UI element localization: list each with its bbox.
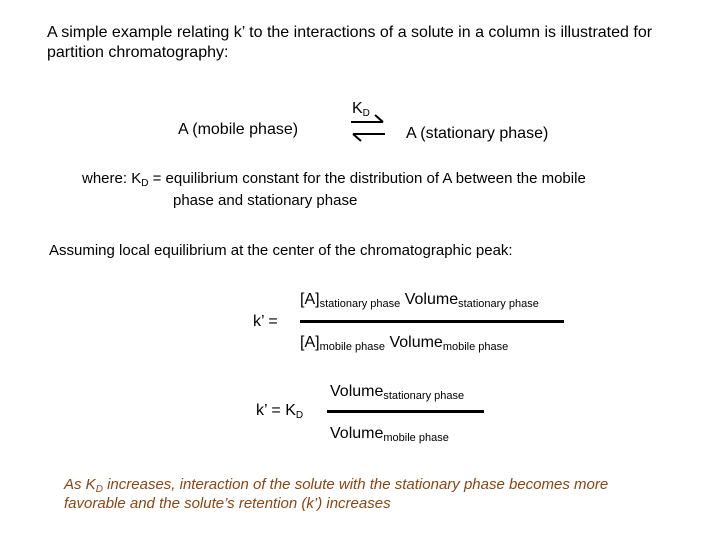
where-definition-line-1: where: $K_D$ = equilibrium constant for the distribution of A between the mobile [82,170,586,189]
equilibrium-arrows-icon [348,108,388,150]
eq1-denominator: $[A]_{mobile phase}$ Volume$_{mobile phase}$ [300,334,509,353]
eq1-fraction-bar [300,320,564,323]
equilibrium-constant-label: KD [352,100,370,119]
assumption-text: Assuming local equilibrium at the center of the chromatographic peak: [49,242,513,259]
eq2-denominator: Volume$_{mobile phase}$ [330,425,449,444]
eq1-lhs: k’ = [253,313,278,330]
mobile-phase-label: A (mobile phase) [178,121,299,138]
where-definition-line-2: phase and stationary phase [173,192,358,209]
eq2-lhs: k’ = KD [256,402,304,421]
intro-line-2: partition chromatography: [47,44,229,61]
eq1-numerator: $[A]_{stationary phase}$ Volume$_{stationary phase}$ [300,291,539,310]
conclusion-line-1: As $K_D$ increases, interaction of the solute with the stationary phase becomes more [64,476,609,495]
eq2-fraction-bar [327,410,484,413]
stationary-phase-label: A (stationary phase) [406,125,549,142]
conclusion-line-2: favorable and the solute’s retention (k’) increases [64,495,391,512]
eq2-numerator: Volume$_{stationary phase}$ [330,383,465,402]
intro-line-1: A simple example relating k’ to the interactions of a solute in a column is illustrated for [47,24,653,41]
